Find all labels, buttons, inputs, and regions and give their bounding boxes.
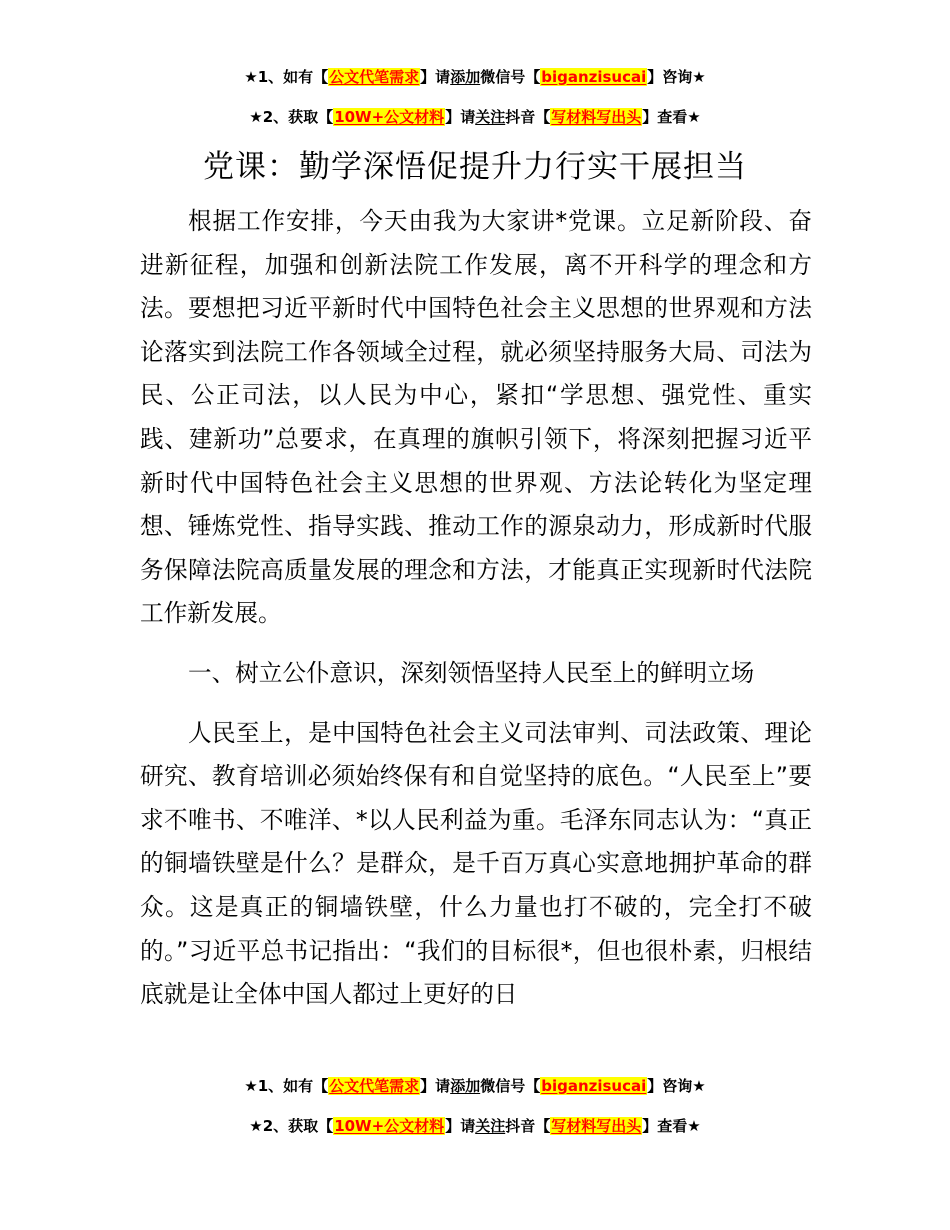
header-promo-line-2	[0, 106, 950, 128]
promo-underlined-text: 关注	[475, 1117, 506, 1135]
promo-suffix: 】咨询★	[647, 1077, 706, 1095]
footer-promo-line-2	[0, 1115, 950, 1137]
promo-text: 抖音【	[505, 1117, 551, 1135]
promo-highlight-wechat-id: biganzisucai	[541, 68, 647, 86]
document-body	[140, 200, 812, 1017]
promo-prefix: ★1、如有【	[244, 68, 329, 86]
promo-text: 微信号【	[480, 68, 541, 86]
promo-suffix: 】查看★	[642, 1117, 701, 1135]
header-promo-line-1	[0, 66, 950, 88]
section-heading-1: 一、树立公仆意识，深刻领悟坚持人民至上的鲜明立场	[188, 658, 755, 687]
promo-highlight-douyin: 写材料写出头	[551, 108, 642, 126]
body-paragraph-section-1: 人民至上，是中国特色社会主义司法审判、司法政策、理论研究、教育培训必须始终保有和自觉坚持的底色。“人民至上”要求不唯书、不唯洋、*以人民利益为重。毛泽东同志认为：“真正的铜墙铁壁是什么？是群众，是千百万真心实意地拥护革命的群众。这是真正的铜墙铁壁，什么力量也打不破的，完全打不破的。”习近平总书记指出：“我们的目标很*，但也很朴素，归根结底就是让全体中国人都过上更好的日	[140, 718, 812, 1009]
footer-promo-line-1	[0, 1075, 950, 1097]
promo-suffix: 】查看★	[642, 108, 701, 126]
body-paragraph-intro: 根据工作安排，今天由我为大家讲*党课。立足新阶段、奋进新征程，加强和创新法院工作发展，离不开科学的理念和方法。要想把习近平新时代中国特色社会主义思想的世界观和方法论落实到法院工作各领域全过程，就必须坚持服务大局、司法为民、公正司法，以人民为中心，紧扣“学思想、强党性、重实践、建新功”总要求，在真理的旗帜引领下，将深刻把握习近平新时代中国特色社会主义思想的世界观、方法论转化为坚定理想、锤炼党性、指导实践、推动工作的源泉动力，形成新时代服务保障法院高质量发展的理念和方法，才能真正实现新时代法院工作新发展。	[140, 207, 812, 628]
promo-highlight-service: 公文代笔需求	[329, 68, 420, 86]
promo-highlight-service: 公文代笔需求	[329, 1077, 420, 1095]
promo-highlight-materials: 10W+公文材料	[334, 1117, 445, 1135]
promo-text: 微信号【	[480, 1077, 541, 1095]
promo-highlight-wechat-id: biganzisucai	[541, 1077, 647, 1095]
promo-suffix: 】咨询★	[647, 68, 706, 86]
promo-text: 抖音【	[505, 108, 551, 126]
promo-prefix: ★1、如有【	[244, 1077, 329, 1095]
promo-highlight-materials: 10W+公文材料	[334, 108, 445, 126]
promo-prefix: ★2、获取【	[249, 108, 334, 126]
promo-text: 】请	[445, 108, 476, 126]
promo-prefix: ★2、获取【	[249, 1117, 334, 1135]
promo-underlined-text: 添加	[450, 68, 481, 86]
promo-underlined-text: 关注	[475, 108, 506, 126]
promo-text: 】请	[420, 68, 451, 86]
promo-underlined-text: 添加	[450, 1077, 481, 1095]
promo-text: 】请	[445, 1117, 476, 1135]
promo-text: 】请	[420, 1077, 451, 1095]
document-title: 党课：勤学深悟促提升力行实干展担当	[203, 149, 747, 185]
promo-highlight-douyin: 写材料写出头	[551, 1117, 642, 1135]
